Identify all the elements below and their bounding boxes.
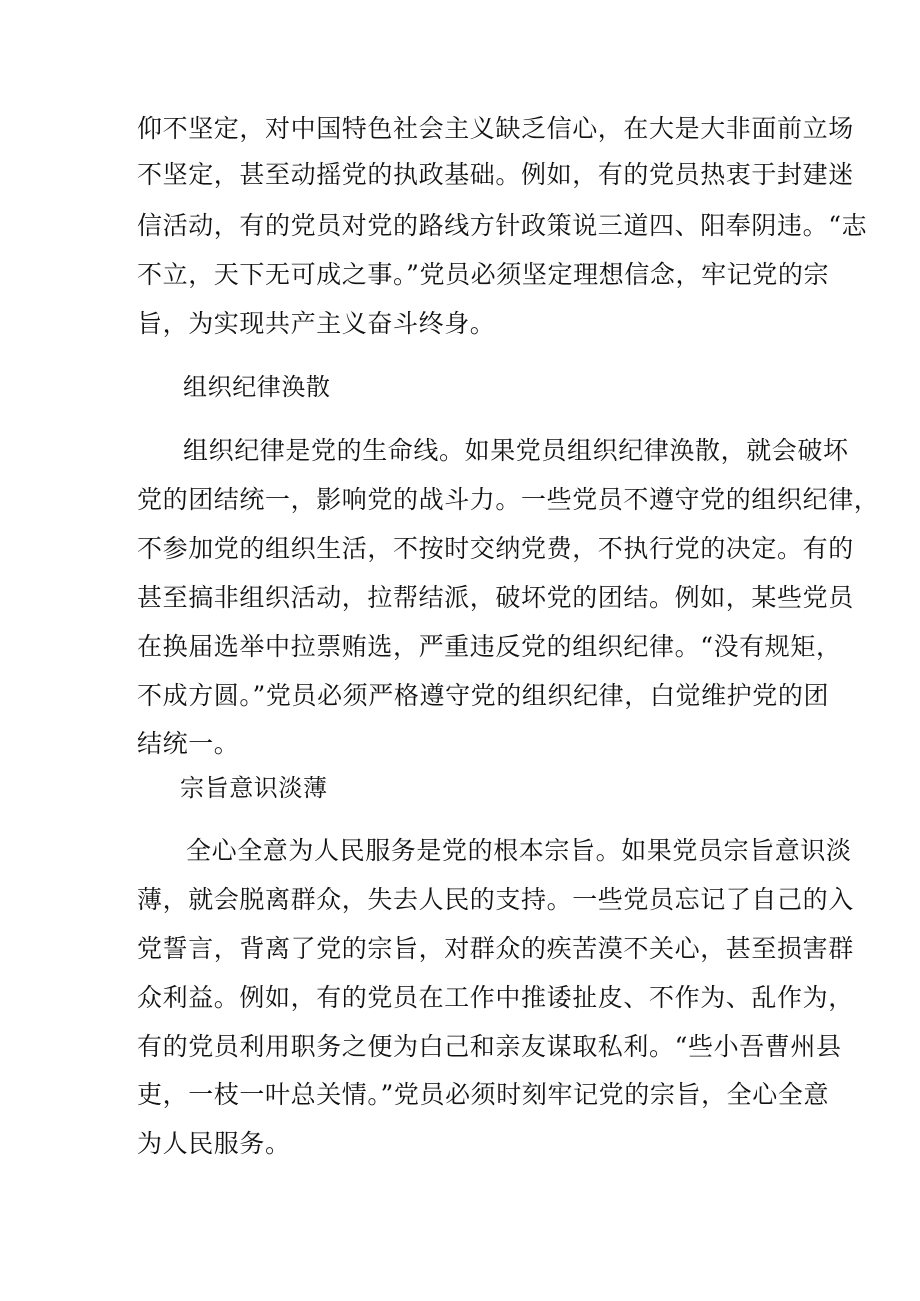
paragraph-3-line-5: 有的党员利用职务之便为白己和亲友谋取私利。“些小吾曹州县: [137, 1032, 842, 1061]
paragraph-1-line-2: 不坚定，甚至动摇党的执政基础。例如，有的党员热衷于封建迷: [137, 160, 854, 189]
paragraph-2-line-3: 不参加党的组织生活，不按时交纳党费，不执行党的决定。有的: [137, 534, 854, 563]
paragraph-2-line-1: 组织纪律是党的生命线。如果党员组织纪律涣散，就会破坏: [183, 436, 849, 465]
paragraph-2-line-7: 结统一。: [137, 729, 240, 758]
section-heading-organizational-discipline: 组织纪律涣散: [183, 373, 331, 401]
paragraph-1-line-5: 旨，为实现共产主义奋斗终身。: [137, 309, 496, 338]
paragraph-3-line-6: 吏，一枝一叶总关情。”党员必须时刻牢记党的宗旨，全心全意: [137, 1080, 830, 1109]
paragraph-2-line-2: 党的团结统一，影响党的战斗力。一些党员不遵守党的组织纪律，: [137, 485, 880, 514]
paragraph-1-line-1: 仰不坚定，对中国特色社会主义缺乏信心，在大是大非面前立场: [137, 114, 854, 143]
paragraph-3-line-7: 为人民服务。: [137, 1129, 291, 1158]
paragraph-3-line-2: 薄，就会脱离群众，失去人民的支持。一些党员忘记了自己的入: [137, 885, 854, 914]
paragraph-1-line-4: 不立，天下无可成之事。”党员必须坚定理想信念，牢记党的宗: [137, 260, 830, 289]
paragraph-3-line-4: 众利益。例如，有的党员在工作中推诿扯皮、不作为、乱作为，: [137, 983, 854, 1012]
paragraph-1-line-3: 信活动，有的党员对党的路线方针政策说三道四、阳奉阴违。“志: [137, 211, 868, 240]
paragraph-2-line-4: 甚至搞非组织活动，拉帮结派，破坏党的团结。例如，某些党员: [137, 583, 854, 612]
paragraph-2-line-6: 不成方圆。”党员必须严格遵守党的组织纪律，白觉维护党的团: [137, 681, 830, 710]
paragraph-2-line-5: 在换届选举中拉票贿选，严重违反党的组织纪律。“没有规矩，: [137, 632, 842, 661]
section-heading-purpose-awareness: 宗旨意识淡薄: [180, 774, 328, 802]
paragraph-3-line-3: 党誓言，背离了党的宗旨，对群众的疾苦漠不关心，甚至损害群: [137, 934, 854, 963]
paragraph-3-line-1: 全心全意为人民服务是党的根本宗旨。如果党员宗旨意识淡: [186, 836, 852, 865]
